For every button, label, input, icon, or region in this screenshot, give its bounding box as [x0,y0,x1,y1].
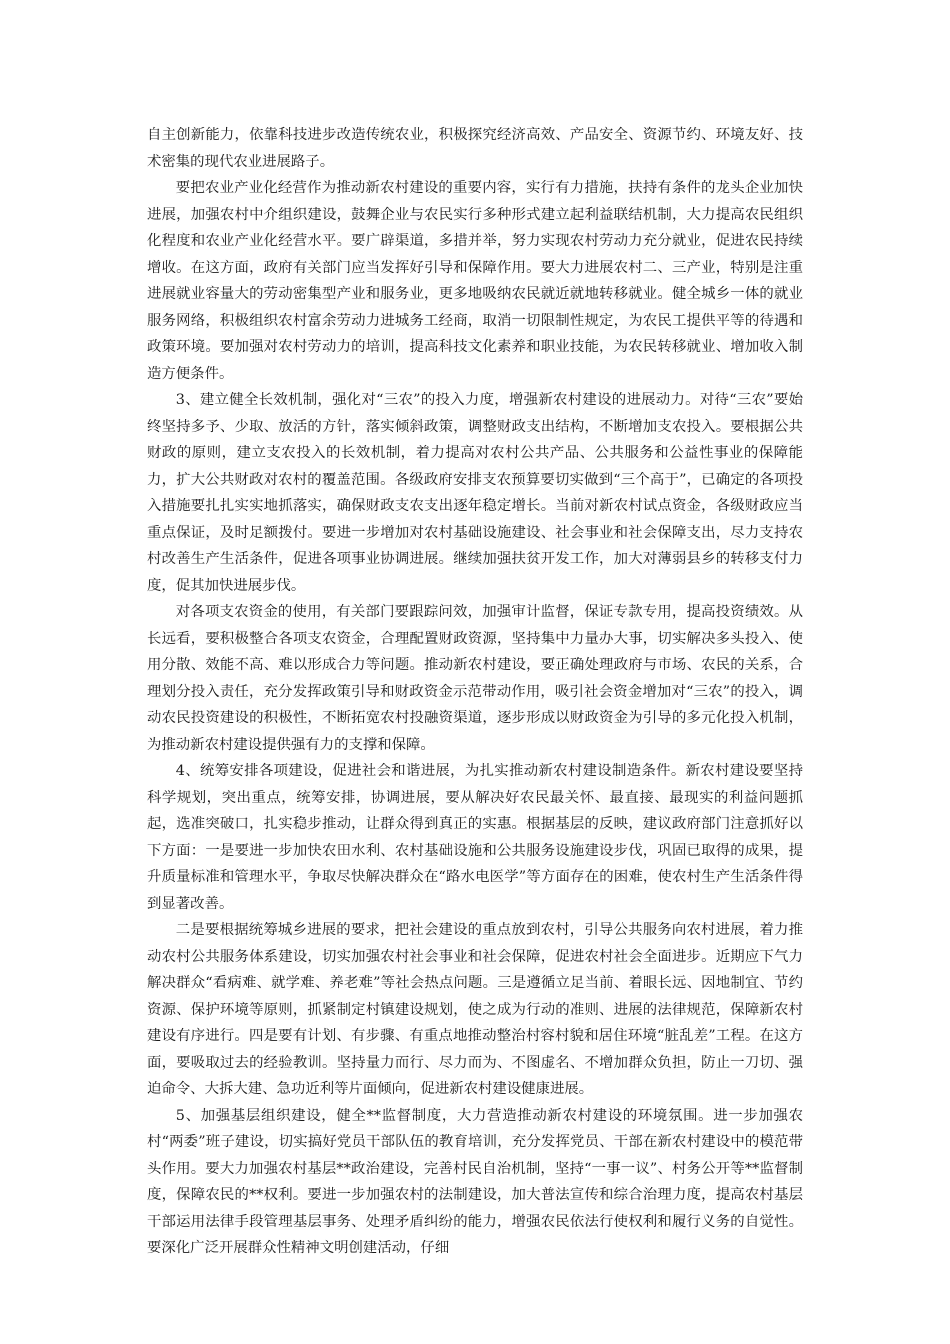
paragraph-4: 对各项支农资金的使用，有关部门要跟踪问效，加强审计监督，保证专款专用，提高投资绩效。从长远看，要积极整合各项支农资金，合理配置财政资源，坚持集中力量办大事，切实解决多头投入、使用分散、效能不高、难以形成合力等问题。推动新农村建设，要正确处理政府与市场、农民的关系，合理划分投入责任，充分发挥政策引导和财政资金示范带动作用，吸引社会资金增加对“三农”的投入，调动农民投资建设的积极性，不断拓宽农村投融资渠道，逐步形成以财政资金为引导的多元化投入机制，为推动新农村建设提供强有力的支撑和保障。 [147,604,803,753]
paragraph-6: 二是要根据统筹城乡进展的要求，把社会建设的重点放到农村，引导公共服务向农村进展，着力推动农村公共服务体系建设，切实加强农村社会事业和社会保障，促进农村社会全面进步。近期应下气力解决群众“看病难、就学难、养老难”等社会热点问题。三是遵循立足当前、着眼长远、因地制宜、节约资源、保护环境等原则，抓紧制定村镇建设规划，使之成为行动的准则、进展的法律规范，保障新农村建设有序进行。四是要有计划、有步骤、有重点地推动整治村容村貌和居住环境“脏乱差”工程。在这方面，要吸取过去的经验教训。坚持量力而行、尽力而为、不图虚名、不增加群众负担，防止一刀切、强迫命令、大拆大建、急功近利等片面倾向，促进新农村建设健康进展。 [147,922,803,1097]
paragraph-2: 要把农业产业化经营作为推动新农村建设的重要内容，实行有力措施，扶持有条件的龙头企业加快进展，加强农村中介组织建设，鼓舞企业与农民实行多种形式建立起利益联结机制，大力提高农民组织化程度和农业产业化经营水平。要广辟渠道，多措并举，努力实现农村劳动力充分就业，促进农民持续增收。在这方面，政府有关部门应当发挥好引导和保障作用。要大力进展农村二、三产业，特别是注重进展就业容量大的劳动密集型产业和服务业，更多地吸纳农民就近就地转移就业。健全城乡一体的就业服务网络，积极组织农村富余劳动力进城务工经商，取消一切限制性规定，为农民工提供平等的待遇和政策环境。要加强对农村劳动力的培训，提高科技文化素养和职业技能，为农民转移就业、增加收入制造方便条件。 [147,180,803,382]
document-body [147,122,803,1262]
paragraph-1: 自主创新能力，依靠科技进步改造传统农业，积极探究经济高效、产品安全、资源节约、环境友好、技术密集的现代农业进展路子。 [147,127,803,170]
paragraph-3: 3、建立健全长效机制，强化对“三农”的投入力度，增强新农村建设的进展动力。对待“三农”要始终坚持多予、少取、放活的方针，落实倾斜政策，调整财政支出结构，不断增加支农投入。要根据公共财政的原则，建立支农投入的长效机制，着力提高对农村公共产品、公共服务和公益性事业的保障能力，扩大公共财政对农村的覆盖范围。各级政府安排支农预算要切实做到“三个高于”，已确定的各项投入措施要扎扎实实地抓落实，确保财政支农支出逐年稳定增长。当前对新农村试点资金，各级财政应当重点保证，及时足额拨付。要进一步增加对农村基础设施建设、社会事业和社会保障支出，尽力支持农村改善生产生活条件，促进各项事业协调进展。继续加强扶贫开发工作，加大对薄弱县乡的转移支付力度，促其加快进展步伐。 [147,392,803,594]
paragraph-7: 5、加强基层组织建设，健全**监督制度，大力营造推动新农村建设的环境氛围。进一步加强农村“两委”班子建设，切实搞好党员干部队伍的教育培训，充分发挥党员、干部在新农村建设中的模范带头作用。要大力加强农村基层**政治建设，完善村民自治机制，坚持“一事一议”、村务公开等**监督制度，保障农民的**权利。要进一步加强农村的法制建设，加大普法宣传和综合治理力度，提高农村基层干部运用法律手段管理基层事务、处理矛盾纠纷的能力，增强农民依法行使权利和履行义务的自觉性。要深化广泛开展群众性精神文明创建活动，仔细 [147,1107,803,1256]
paragraph-5: 4、统筹安排各项建设，促进社会和谐进展，为扎实推动新农村建设制造条件。新农村建设要坚持科学规划，突出重点，统筹安排，协调进展，要从解决好农民最关怀、最直接、最现实的利益问题抓起，选准突破口，扎实稳步推动，让群众得到真正的实惠。根据基层的反映，建议政府部门注意抓好以下方面：一是要进一步加快农田水利、农村基础设施和公共服务设施建设步伐，巩固已取得的成果，提升质量标准和管理水平，争取尽快解决群众在“路水电医学”等方面存在的困难，使农村生产生活条件得到显著改善。 [147,763,803,912]
